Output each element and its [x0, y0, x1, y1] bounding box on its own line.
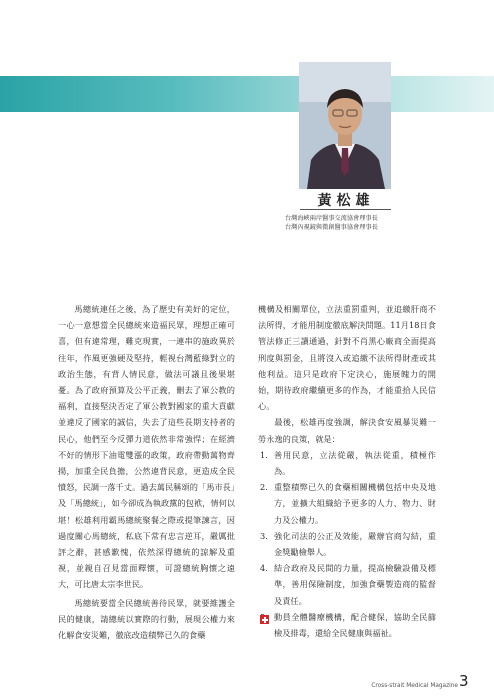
list-item	[258, 560, 436, 609]
header-band	[0, 76, 494, 112]
list-text: 強化司法的公正及效能，嚴辦官商勾結，重金獎勵檢舉人。	[274, 530, 436, 558]
author-name: 黃松雄	[317, 193, 375, 209]
list-item	[258, 479, 436, 528]
list-number: 4.	[260, 563, 268, 574]
author-title-1: 台灣海峽兩岸醫事交流協會理事長	[285, 215, 378, 222]
left-column	[58, 301, 235, 643]
list-text: 結合政府及民間的力量，提高檢驗設備及標準，善用保險制度，加強食藥製造商的監督及責任。	[274, 563, 436, 606]
magazine-name: Cross-strait Medical Magazine	[371, 683, 458, 689]
list-text: 重整積弊已久的食藥相關機構包括中央及地方，並擴大組織給予更多的人力、物力、財力及公權力。	[274, 482, 436, 525]
list-number: 3.	[260, 530, 268, 541]
red-cross-end-mark-icon	[260, 615, 269, 624]
recommendation-list	[258, 447, 436, 641]
name-divider	[300, 209, 391, 210]
list-item	[258, 609, 436, 641]
body-paragraph-continuation: 機構及相關單位，立法重罰重判，並追繳肝商不法所得，才能用制度徹底解決問題。11月18日食管法修正三讀通過，針對不肖黑心廠商全面提高刑度與罰金，且將沒入或追繳不法所得財產或其他利益。這只是政府下定決心，施展魄力的開始，期待政府繼續更多的作為，才能重拾人民信心。	[258, 304, 436, 412]
list-text: 動員全體醫療機構，配合健保，協助全民篩檢及排毒，還給全民健康與福祉。	[274, 611, 436, 639]
list-number: 1.	[260, 449, 268, 460]
conclusion-intro: 最後，松雄再度強調，解決食安風暴災難一勞永逸的良策，就是：	[258, 417, 436, 444]
author-title-2: 台灣內視鏡與微創醫事協會理事長	[285, 224, 378, 231]
body-paragraph: 馬總統連任之後，為了歷史有美好的定位，一心一意想當全民總統來造福民眾，理想正確可喜，但有違常理，難克現實，一連串的施政異於往年，作風更強硬及堅持，輕視台灣藍綠對立的政治生態，有背人情民意，做法可議且後果堪憂。為了政府預算及公平正義，刪去了軍公教的福利，直接堅決否定了軍公教對國家的重大貢獻並違反了國家的誠信，失去了這些長期支持者的民心，他們至今反彈力道依然非常強悍；在經濟不好的情形下油電雙漲的政策，政府帶動萬物齊揚，加重全民負擔，公然違背民意，更造成全民憤怒，民調一落千丈。過去萬民稱頌的「馬市長」及「馬總統」，如今卻成為執政黨的包袱，情何以堪！松雄利用霸馬總統聚餐之際或提筆諫言，因過度關心馬總統，私底下常有忠言逆耳，嚴厲批評之辭，甚感歉愧，依然深得總統的諒解及重視，並親自召見當面釋懷，可證總統胸懷之遠大，可比唐太宗李世民。	[58, 304, 235, 590]
list-number: 2.	[260, 482, 268, 493]
page-number: 3	[459, 672, 469, 690]
body-paragraph: 馬總統要當全民總統善待民眾，就要維護全民的健康，請總統以實際的行動，展現公權力來化解食安災難，徹底改造積弊已久的食藥	[58, 597, 235, 641]
list-text: 善用民意，立法從嚴，執法從重，積極作為。	[274, 449, 436, 477]
list-item	[258, 528, 436, 560]
list-item	[258, 447, 436, 479]
right-column	[258, 301, 436, 641]
author-photo	[299, 62, 391, 189]
